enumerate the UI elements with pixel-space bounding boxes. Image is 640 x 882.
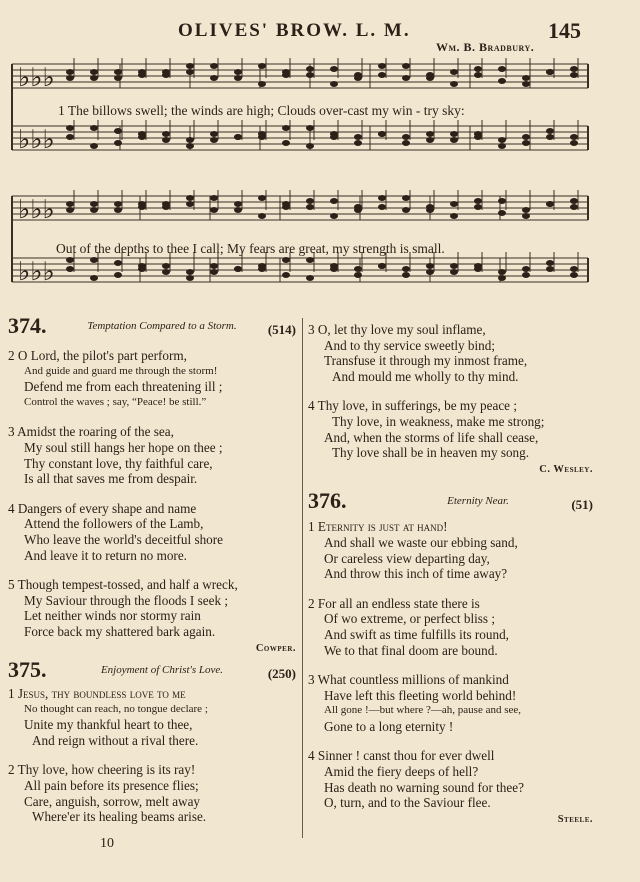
note-head (426, 137, 434, 143)
note-head (426, 269, 434, 275)
note-head (402, 75, 410, 81)
key-signature: ♭♭♭ (18, 195, 55, 225)
note-head (306, 72, 314, 78)
note-head (66, 266, 74, 272)
verse-line: And leave it to return no more. (24, 547, 187, 563)
note-head (426, 131, 434, 137)
note-head (114, 128, 122, 134)
note-head (258, 134, 266, 140)
note-head (306, 125, 314, 131)
note-head (186, 137, 194, 143)
note-head (306, 275, 314, 281)
note-head (450, 201, 458, 207)
note-head (570, 272, 578, 278)
note-head (210, 75, 218, 81)
note-head (402, 207, 410, 213)
note-head (426, 72, 434, 78)
note-head (114, 201, 122, 207)
note-head (522, 266, 530, 272)
verse-line (8, 686, 296, 702)
verse-line: 2 For all an endless state there is (308, 595, 480, 611)
lyric-line-1: 1 The billows swell; the winds are high; Clouds over-cast my win - try sky: (58, 103, 465, 118)
verse-line: 3 What countless millions of mankind (308, 672, 509, 688)
note-head (306, 204, 314, 210)
hymn-374-header (8, 313, 296, 352)
note-head (474, 66, 482, 72)
note-head (570, 134, 578, 140)
hymn-subtitle: Temptation Compared to a Storm. (87, 320, 237, 332)
hymn-375-header (8, 657, 296, 686)
note-head (378, 204, 386, 210)
note-head (162, 131, 170, 137)
verse-line: Thy love, in weakness, make me strong; (332, 413, 545, 429)
verse-line: 2 Thy love, how cheering is its ray! (8, 762, 196, 778)
note-head (426, 263, 434, 269)
verse-line-text: 1 Eternity is just at hand! (308, 519, 448, 535)
right-column (308, 318, 593, 827)
note-head (114, 140, 122, 146)
note-head (114, 69, 122, 75)
note-head (162, 137, 170, 143)
verse-line: Of wo extreme, or perfect bliss ; (324, 611, 496, 627)
hymn-author: C. Wesley. (539, 463, 593, 475)
note-head (570, 72, 578, 78)
hymn-375-stanza-3 (308, 322, 593, 384)
note-head (90, 69, 98, 75)
note-head (450, 69, 458, 75)
note-head (90, 275, 98, 281)
note-head (186, 269, 194, 275)
note-head (498, 275, 506, 281)
note-head (138, 266, 146, 272)
note-head (138, 134, 146, 140)
note-head (378, 195, 386, 201)
note-head (210, 269, 218, 275)
note-head (90, 143, 98, 149)
note-head (186, 63, 194, 69)
verse-line: 4 Dangers of every shape and name (8, 500, 197, 516)
note-head (474, 72, 482, 78)
note-head (66, 134, 74, 140)
key-signature: ♭♭♭ (18, 63, 55, 93)
hymn-375-stanza-4 (308, 398, 593, 460)
verse-line: Who leave the world's deceitful shore (24, 531, 224, 547)
note-head (282, 204, 290, 210)
note-head (522, 213, 530, 219)
note-head (402, 272, 410, 278)
note-head (138, 69, 146, 75)
note-head (186, 275, 194, 281)
hymn-376-stanza-1 (308, 519, 593, 581)
verse-line: Where'er its healing beams arise. (32, 809, 207, 825)
hymn-375-stanza-2 (8, 762, 296, 824)
note-head (330, 213, 338, 219)
note-head (210, 207, 218, 213)
note-head (234, 207, 242, 213)
note-head (378, 131, 386, 137)
page-header (0, 18, 640, 58)
note-head (306, 143, 314, 149)
verse-line: All pain before its presence flies; (24, 778, 199, 794)
note-head (402, 63, 410, 69)
tune-title: OLIVES' BROW. L. M. (178, 20, 411, 41)
note-head (570, 266, 578, 272)
verse-line: Attend the followers of the Lamb, (24, 516, 204, 532)
verse-line: And, when the storms of life shall cease, (324, 429, 539, 445)
note-head (474, 204, 482, 210)
note-head (210, 195, 218, 201)
key-signature: ♭♭♭ (18, 257, 55, 287)
note-head (450, 137, 458, 143)
hymn-number: 374. (8, 313, 47, 338)
note-head (354, 75, 362, 81)
verse-line: And shall we waste our ebbing sand, (324, 534, 518, 550)
note-head (282, 72, 290, 78)
note-head (378, 72, 386, 78)
note-head (570, 66, 578, 72)
note-head (90, 125, 98, 131)
hymn-374-stanza-5 (8, 577, 296, 639)
verse-line: Thy love shall be in heaven my song. (332, 445, 530, 461)
note-head (90, 201, 98, 207)
column-divider (302, 318, 303, 838)
hymn-number: 376. (308, 488, 347, 514)
note-head (546, 69, 554, 75)
hymn-375-stanza-1 (8, 686, 296, 748)
hymn-374-stanza-3 (8, 424, 296, 486)
note-head (282, 125, 290, 131)
left-column (8, 313, 296, 825)
note-head (210, 131, 218, 137)
note-head (258, 213, 266, 219)
verse-line: No thought can reach, no tongue declare ; (24, 702, 208, 715)
note-head (546, 260, 554, 266)
note-head (210, 137, 218, 143)
hymn-reference: (250) (267, 666, 296, 682)
note-head (354, 207, 362, 213)
note-head (474, 263, 482, 269)
verse-line: My Saviour through the floods I seek ; (24, 592, 229, 608)
hymn-376-stanza-3 (308, 672, 593, 734)
note-head (234, 201, 242, 207)
note-head (498, 78, 506, 84)
signature-mark: 10 (100, 836, 114, 851)
note-head (354, 134, 362, 140)
hymn-376-stanza-2 (308, 596, 593, 658)
note-head (114, 272, 122, 278)
verse-line: And swift as time fulfills its round, (324, 626, 509, 642)
verse-line: 3 O, let thy love my soul inflame, (308, 322, 486, 337)
hymn-subtitle: Eternity Near. (447, 495, 509, 508)
composer-credit: Wm. B. Bradbury. (436, 40, 535, 54)
note-head (474, 198, 482, 204)
note-head (330, 198, 338, 204)
verse-line: And throw this inch of time away? (324, 566, 508, 582)
note-head (402, 266, 410, 272)
verse-line: 5 Though tempest-tossed, and half a wreck, (8, 577, 238, 593)
verse-line: Is all that saves me from despair. (24, 471, 198, 487)
note-head (378, 263, 386, 269)
verse-line: And guide and guard me through the storm! (24, 364, 218, 377)
note-head (546, 201, 554, 207)
note-head (522, 81, 530, 87)
note-head (498, 210, 506, 216)
note-head (450, 81, 458, 87)
verse-line: 2 O Lord, the pilot's part perform, (8, 348, 187, 363)
note-head (522, 140, 530, 146)
verse-line: 3 Amidst the roaring of the sea, (8, 424, 174, 440)
note-head (570, 140, 578, 146)
note-head (402, 140, 410, 146)
note-head (114, 75, 122, 81)
note-head (258, 81, 266, 87)
verse-line: All gone !—but where ?—ah, pause and see, (324, 704, 522, 717)
note-head (330, 134, 338, 140)
note-head (258, 195, 266, 201)
note-head (354, 140, 362, 146)
note-head (450, 131, 458, 137)
verse-line: O, turn, and to the Saviour flee. (324, 795, 491, 811)
note-head (162, 69, 170, 75)
verse-line (308, 519, 593, 535)
hymn-376-stanza-4 (308, 748, 593, 810)
verse-line: Gone to a long eternity ! (324, 718, 454, 734)
note-head (114, 207, 122, 213)
note-head (546, 134, 554, 140)
note-head (234, 266, 242, 272)
note-head (66, 201, 74, 207)
note-head (90, 75, 98, 81)
lyric-line-2: Out of the depths to thee I call; My fears are great, my strength is small. (56, 241, 445, 256)
verse-line: Care, anguish, sorrow, melt away (24, 793, 201, 809)
verse-line: And to thy service sweetly bind; (324, 337, 496, 353)
hymn-reference: (51) (571, 497, 593, 513)
note-head (306, 66, 314, 72)
verse-line: Has death no warning sound for thee? (324, 779, 524, 795)
note-head (402, 134, 410, 140)
note-head (450, 263, 458, 269)
note-head (330, 81, 338, 87)
verse-line: Transfuse it through my inmost frame, (324, 353, 528, 369)
note-head (498, 143, 506, 149)
hymn-author: Steele. (557, 813, 593, 825)
note-head (162, 201, 170, 207)
note-head (66, 69, 74, 75)
note-head (498, 198, 506, 204)
note-head (474, 131, 482, 137)
note-head (354, 266, 362, 272)
note-head (402, 195, 410, 201)
note-head (210, 63, 218, 69)
verse-line: Have left this fleeting world behind! (324, 687, 517, 703)
hymn-376-header (308, 488, 593, 519)
verse-line: 4 Sinner ! canst thou for ever dwell (308, 748, 495, 764)
note-head (66, 125, 74, 131)
note-head (330, 66, 338, 72)
note-head (234, 69, 242, 75)
verse-line: 4 Thy love, in sufferings, be my peace ; (308, 398, 517, 414)
verse-line: Force back my shattered bark again. (24, 623, 216, 639)
note-head (186, 195, 194, 201)
verse-line: Amid the fiery deeps of hell? (324, 764, 479, 780)
verse-line: Or careless view departing day, (324, 550, 490, 566)
note-head (330, 266, 338, 272)
note-head (114, 260, 122, 266)
hymn-subtitle: Enjoyment of Christ's Love. (100, 664, 224, 677)
note-head (162, 269, 170, 275)
note-head (66, 257, 74, 263)
note-head (210, 263, 218, 269)
note-head (498, 137, 506, 143)
hymn-number: 375. (8, 657, 47, 683)
note-head (570, 204, 578, 210)
note-head (66, 207, 74, 213)
note-head (546, 266, 554, 272)
note-head (90, 207, 98, 213)
verse-line: Control the waves ; say, “Peace! be still.” (24, 395, 207, 408)
note-head (354, 272, 362, 278)
verse-line: My soul still hangs her hope on thee ; (24, 439, 223, 455)
note-head (282, 257, 290, 263)
note-head (306, 257, 314, 263)
note-head (426, 204, 434, 210)
page-number: 145 (548, 18, 581, 43)
hymn-374-stanza-2 (8, 348, 296, 410)
note-head (306, 198, 314, 204)
note-head (66, 75, 74, 81)
verse-line-text: 1 Jesus, thy boundless love to me (8, 686, 186, 702)
note-head (522, 272, 530, 278)
note-head (498, 269, 506, 275)
hymn-374-stanza-4 (8, 501, 296, 563)
note-head (282, 272, 290, 278)
hymn-author: Cowper. (255, 642, 296, 654)
note-head (138, 201, 146, 207)
note-head (378, 63, 386, 69)
note-head (258, 266, 266, 272)
verse-line: Defend me from each threatening ill ; (24, 379, 223, 395)
verse-line: Thy constant love, thy faithful care, (24, 455, 213, 471)
note-head (450, 269, 458, 275)
hymn-reference: (514) (267, 322, 296, 337)
note-head (282, 140, 290, 146)
verse-line: And mould me wholly to thy mind. (332, 368, 519, 384)
note-head (186, 201, 194, 207)
verse-line: Unite my thankful heart to thee, (24, 717, 193, 733)
verse-line: We to that final doom are bound. (324, 642, 498, 658)
note-head (522, 134, 530, 140)
note-head (234, 134, 242, 140)
note-head (570, 198, 578, 204)
key-signature: ♭♭♭ (18, 125, 55, 155)
note-head (450, 213, 458, 219)
note-head (522, 75, 530, 81)
verse-line: And reign without a rival there. (32, 732, 199, 748)
note-head (258, 63, 266, 69)
note-head (186, 69, 194, 75)
note-head (546, 128, 554, 134)
verse-line: Let neither winds nor stormy rain (24, 608, 201, 624)
note-head (234, 75, 242, 81)
note-head (162, 263, 170, 269)
note-head (186, 143, 194, 149)
note-head (90, 257, 98, 263)
note-head (498, 66, 506, 72)
note-head (522, 207, 530, 213)
